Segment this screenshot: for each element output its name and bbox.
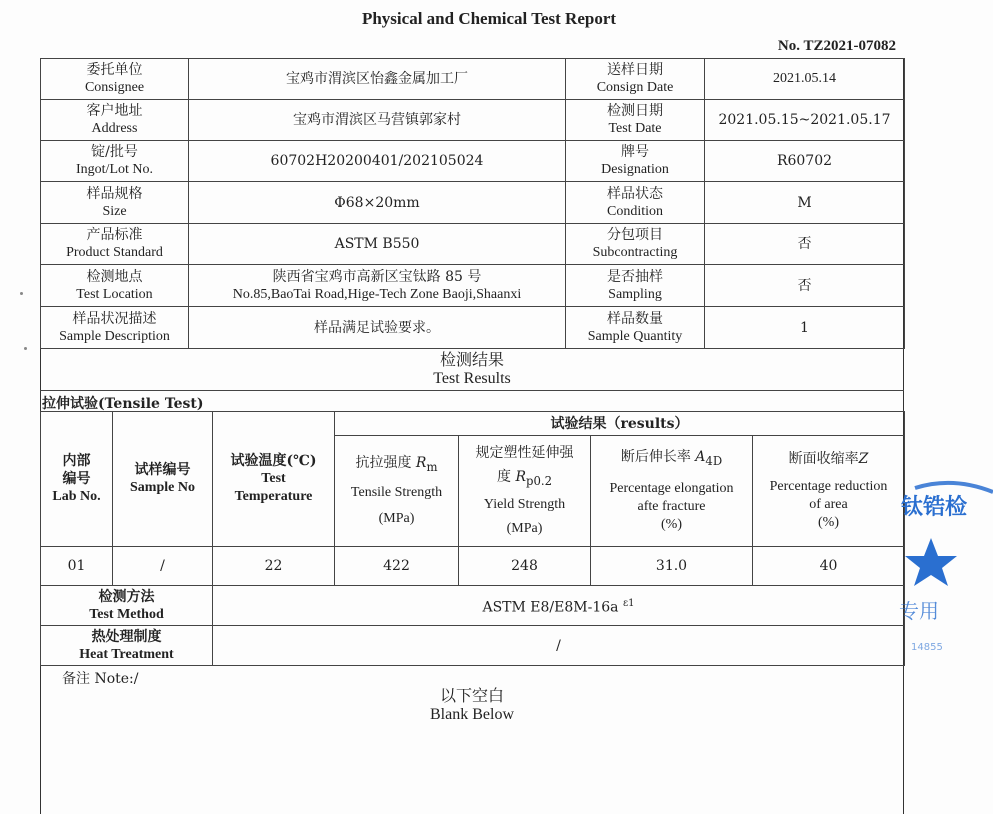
tensile-table xyxy=(40,411,905,586)
quantity-label: 样品数量 Sample Quantity xyxy=(566,307,705,349)
subcontract-value: 否 xyxy=(705,224,905,265)
info-row xyxy=(41,307,905,349)
col-lab-no: 内部编号 Lab No. xyxy=(41,412,113,547)
info-row xyxy=(41,141,905,182)
standard-value: ASTM B550 xyxy=(189,224,566,265)
star-icon xyxy=(905,538,957,586)
address-label: 客户地址 Address xyxy=(41,100,189,141)
report-number: No. TZ2021-07082 xyxy=(777,38,896,54)
info-row xyxy=(41,100,905,141)
results-heading-cn: 检测结果 xyxy=(439,350,504,369)
cell-sample-no: / xyxy=(113,547,213,586)
heat-value: / xyxy=(213,626,905,666)
info-row xyxy=(41,224,905,265)
scan-dot xyxy=(24,347,27,350)
results-header-row xyxy=(41,412,905,436)
heat-label: 热处理制度 Heat Treatment xyxy=(41,626,213,666)
size-label: 样品规格 Size xyxy=(41,182,189,224)
col-elongation: 断后伸长率 $A_{4D}$ Percentage elongation afte fracture (%) xyxy=(591,436,753,547)
info-row xyxy=(41,265,905,307)
location-value: 陕西省宝鸡市高新区宝钛路 85 号 No.85,BaoTai Road,Hige-Tech Zone Baoji,Shaanxi xyxy=(189,265,566,307)
sampling-value: 否 xyxy=(705,265,905,307)
consign-date-value: 2021.05.14 xyxy=(705,59,905,100)
stamp-number: 14855 xyxy=(911,642,943,653)
table-row xyxy=(41,547,905,586)
method-row xyxy=(41,586,905,626)
scan-dot xyxy=(20,292,23,295)
consignee-label: 委托单位 Consignee xyxy=(41,59,189,100)
condition-label: 样品状态 Condition xyxy=(566,182,705,224)
standard-label: 产品标准 Product Standard xyxy=(41,224,189,265)
stamp-graphic xyxy=(893,478,993,658)
official-stamp xyxy=(893,478,993,658)
note-label: 备注 Note:/ xyxy=(62,671,139,687)
cell-elongation: 31.0 xyxy=(591,547,753,586)
designation-value: R60702 xyxy=(705,141,905,182)
designation-label: 牌号 Designation xyxy=(566,141,705,182)
cell-tensile-strength: 422 xyxy=(335,547,459,586)
size-value: Φ68×20mm xyxy=(189,182,566,224)
cell-temperature: 22 xyxy=(213,547,335,586)
info-row xyxy=(41,59,905,100)
stamp-text-mid: 专用 xyxy=(899,599,939,623)
sample-desc-label: 样品状况描述 Sample Description xyxy=(41,307,189,349)
cell-reduction-area: 40 xyxy=(753,547,905,586)
method-label: 检测方法 Test Method xyxy=(41,586,213,626)
quantity-value: 1 xyxy=(705,307,905,349)
sampling-label: 是否抽样 Sampling xyxy=(566,265,705,307)
consign-date-label: 送样日期 Consign Date xyxy=(566,59,705,100)
cell-yield-strength: 248 xyxy=(459,547,591,586)
col-temperature: 试验温度(℃) Test Temperature xyxy=(213,412,335,547)
test-date-label: 检测日期 Test Date xyxy=(566,100,705,141)
lot-label: 锭/批号 Ingot/Lot No. xyxy=(41,141,189,182)
divider xyxy=(40,390,904,391)
col-yield-strength: 规定塑性延伸强 度 $R_{p0.2}$ Yield Strength (MPa) xyxy=(459,436,591,547)
col-reduction-area: 断面收缩率Z Percentage reduction of area (%) xyxy=(753,436,905,547)
tensile-test-label: 拉伸试验(Tensile Test) xyxy=(42,396,204,412)
blank-below: 以下空白 Blank Below xyxy=(430,686,514,723)
method-value: ASTM E8/E8M-16a $^{\varepsilon 1}$ xyxy=(213,586,905,626)
lot-value: 60702H20200401/202105024 xyxy=(189,141,566,182)
results-heading-en: Test Results xyxy=(433,370,511,387)
test-date-value: 2021.05.15~2021.05.17 xyxy=(705,100,905,141)
results-group-label: 试验结果（results） xyxy=(335,412,905,436)
method-table xyxy=(40,585,905,666)
location-label: 检测地点 Test Location xyxy=(41,265,189,307)
col-tensile-strength: 抗拉强度 $R_m$ Tensile Strength (MPa) xyxy=(335,436,459,547)
heat-row xyxy=(41,626,905,666)
report-title: Physical and Chemical Test Report xyxy=(361,9,617,28)
sample-desc-value: 样品满足试验要求。 xyxy=(189,307,566,349)
stamp-text-top: 钛锆检 xyxy=(901,495,968,520)
col-sample-no: 试样编号 Sample No xyxy=(113,412,213,547)
address-value: 宝鸡市渭滨区马营镇郭家村 xyxy=(189,100,566,141)
cell-lab-no: 01 xyxy=(41,547,113,586)
consignee-value: 宝鸡市渭滨区怡鑫金属加工厂 xyxy=(189,59,566,100)
condition-value: M xyxy=(705,182,905,224)
results-heading xyxy=(40,350,904,388)
info-row xyxy=(41,182,905,224)
info-table xyxy=(40,58,905,349)
subcontract-label: 分包项目 Subcontracting xyxy=(566,224,705,265)
